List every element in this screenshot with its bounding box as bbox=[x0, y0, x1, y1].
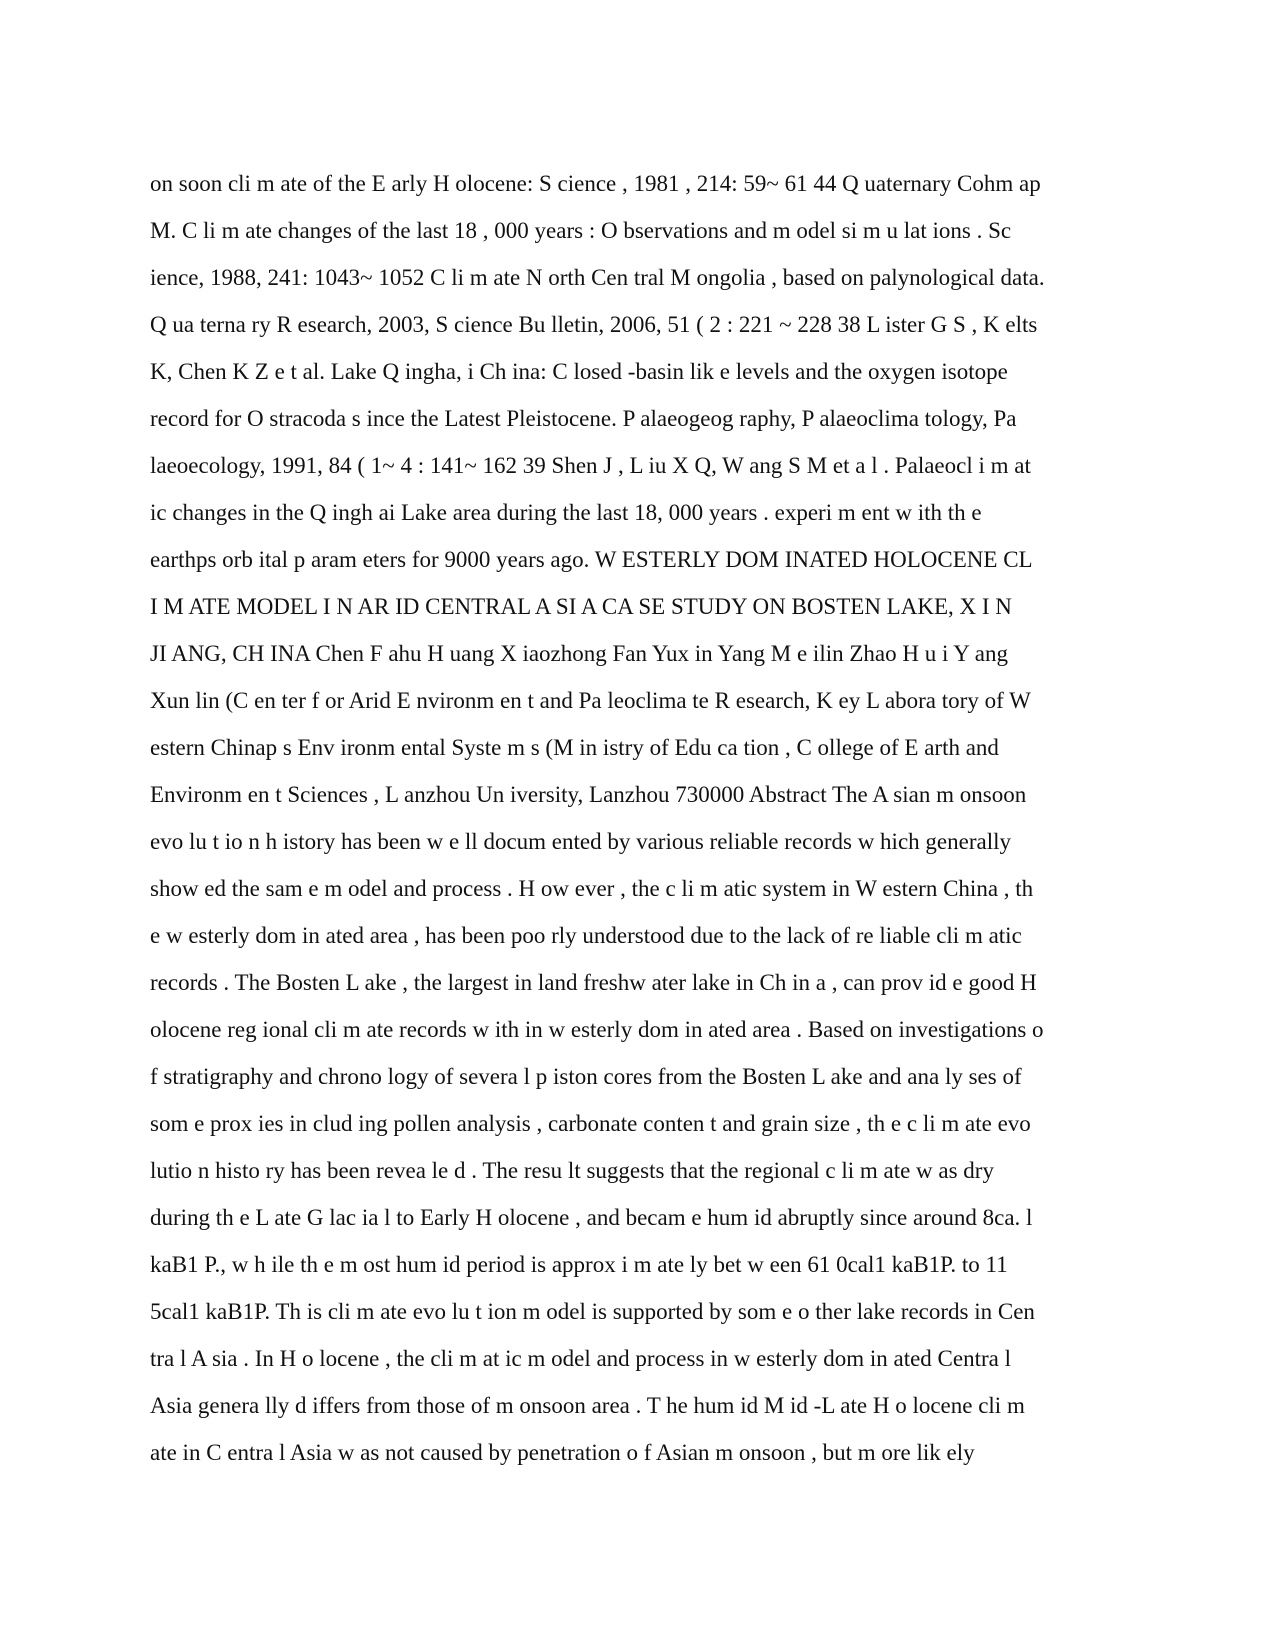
text-line: olocene reg ional cli m ate records w ith in w esterly dom in ated area . Based on investigations o bbox=[150, 1017, 1044, 1042]
text-line: laeoecology, 1991, 84 ( 1~ 4 : 141~ 162 39 Shen J , L iu X Q, W ang S M et a l . Palaeocl i m at bbox=[150, 453, 1031, 478]
text-line: I M ATE MODEL I N AR ID CENTRAL A SI A CA SE STUDY ON BOSTEN LAKE, X I N bbox=[150, 594, 1012, 619]
text-line: Asia genera lly d iffers from those of m onsoon area . T he hum id M id -L ate H o locene cli m bbox=[150, 1393, 1025, 1418]
text-line: show ed the sam e m odel and process . H ow ever , the c li m atic system in W estern China , th bbox=[150, 876, 1034, 901]
text-line: estern Chinap s Env ironm ental Syste m s (M in istry of Edu ca tion , C ollege of E arth and bbox=[150, 735, 999, 760]
text-line: K, Chen K Z e t al. Lake Q ingha, i Ch ina: C losed -basin lik e levels and the oxygen isotope bbox=[150, 359, 1008, 384]
text-line: Q ua terna ry R esearch, 2003, S cience Bu lletin, 2006, 51 ( 2 : 221 ~ 228 38 L ister G S , K elts bbox=[150, 312, 1038, 337]
text-line: record for O stracoda s ince the Latest Pleistocene. P alaeogeog raphy, P alaeoclima tology, Pa bbox=[150, 406, 1017, 431]
text-line: tra l A sia . In H o locene , the cli m at ic m odel and process in w esterly dom in ated Centra l bbox=[150, 1346, 1011, 1371]
text-line: Environm en t Sciences , L anzhou Un iversity, Lanzhou 730000 Abstract The A sian m onsoon bbox=[150, 782, 1027, 807]
body-text bbox=[150, 160, 1130, 1476]
text-line: kaB1 P., w h ile th e m ost hum id period is approx i m ate ly bet w een 61 0cal1 kaB1P. to 11 bbox=[150, 1252, 1008, 1277]
text-line: f stratigraphy and chrono logy of severa l p iston cores from the Bosten L ake and ana ly ses of bbox=[150, 1064, 1022, 1089]
text-line: evo lu t io n h istory has been w e ll docum ented by various reliable records w hich generally bbox=[150, 829, 1011, 854]
text-line: lutio n histo ry has been revea le d . The resu lt suggests that the regional c li m ate w as dry bbox=[150, 1158, 994, 1183]
text-line: JI ANG, CH INA Chen F ahu H uang X iaozhong Fan Yux in Yang M e ilin Zhao H u i Y ang bbox=[150, 641, 1008, 666]
text-line: e w esterly dom in ated area , has been poo rly understood due to the lack of re liable cli m atic bbox=[150, 923, 1022, 948]
text-line: som e prox ies in clud ing pollen analysis , carbonate conten t and grain size , th e c li m ate evo bbox=[150, 1111, 1031, 1136]
text-line: on soon cli m ate of the E arly H olocene: S cience , 1981 , 214: 59~ 61 44 Q uaternary Cohm ap bbox=[150, 171, 1041, 196]
text-line: Xun lin (C en ter f or Arid E nvironm en t and Pa leoclima te R esearch, K ey L abora tory of W bbox=[150, 688, 1031, 713]
text-line: M. C li m ate changes of the last 18 , 000 years : O bservations and m odel si m u lat ions . Sc bbox=[150, 218, 1012, 243]
text-line: during th e L ate G lac ia l to Early H olocene , and becam e hum id abruptly since around 8ca. l bbox=[150, 1205, 1033, 1230]
text-line: ience, 1988, 241: 1043~ 1052 C li m ate N orth Cen tral M ongolia , based on palynological data. bbox=[150, 265, 1045, 290]
text-line: earthps orb ital p aram eters for 9000 years ago. W ESTERLY DOM INATED HOLOCENE CL bbox=[150, 547, 1033, 572]
text-line: ic changes in the Q ingh ai Lake area during the last 18, 000 years . experi m ent w ith th e bbox=[150, 500, 982, 525]
text-line: 5cal1 kaB1P. Th is cli m ate evo lu t ion m odel is supported by som e o ther lake records in Cen bbox=[150, 1299, 1035, 1324]
text-line: ate in C entra l Asia w as not caused by penetration o f Asian m onsoon , but m ore lik ely bbox=[150, 1440, 975, 1465]
text-line: records . The Bosten L ake , the largest in land freshw ater lake in Ch in a , can prov id e good H bbox=[150, 970, 1037, 995]
